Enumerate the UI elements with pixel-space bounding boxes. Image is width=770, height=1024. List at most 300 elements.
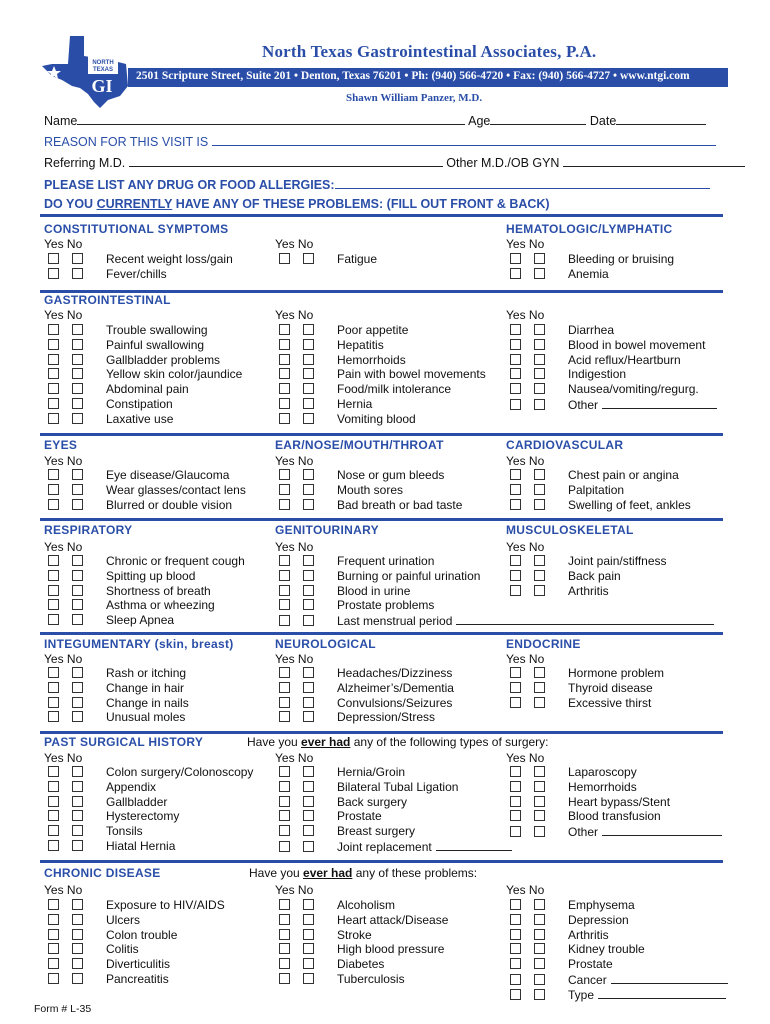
checklist-item: [506, 323, 614, 338]
no-checkbox[interactable]: [303, 929, 314, 940]
section-title: CHRONIC DISEASE: [44, 866, 161, 880]
section-title: NEUROLOGICAL: [275, 637, 376, 651]
no-checkbox[interactable]: [303, 570, 314, 581]
yes-checkbox[interactable]: [510, 253, 521, 264]
yes-checkbox[interactable]: [48, 899, 59, 910]
item-label: Last menstrual period: [337, 614, 453, 629]
date-field[interactable]: [616, 112, 706, 125]
item-label: Colon trouble: [106, 927, 178, 942]
yes-checkbox[interactable]: [48, 697, 59, 708]
yes-checkbox[interactable]: [48, 555, 59, 566]
checklist-item: [275, 468, 444, 483]
checklist-item: [506, 569, 621, 584]
item-label: High blood pressure: [337, 942, 445, 957]
yes-checkbox[interactable]: [510, 914, 521, 925]
practice-title: North Texas Gastrointestinal Associates, P.A.: [262, 42, 597, 61]
logo-text-north: NORTH: [92, 60, 114, 66]
write-in-field[interactable]: [602, 824, 722, 836]
no-checkbox[interactable]: [303, 383, 314, 394]
checklist-item: [44, 795, 167, 810]
section-rule: [40, 518, 723, 521]
yes-checkbox[interactable]: [279, 929, 290, 940]
yes-checkbox[interactable]: [48, 253, 59, 264]
section-title: CARDIOVASCULAR: [506, 438, 624, 452]
yes-no-header: Yes No: [506, 540, 545, 554]
checklist-item: [44, 972, 169, 987]
no-checkbox[interactable]: [534, 766, 545, 777]
write-in-field[interactable]: [602, 397, 717, 409]
yes-checkbox[interactable]: [510, 339, 521, 350]
section-title: EAR/NOSE/MOUTH/THROAT: [275, 438, 444, 452]
checklist-item: [275, 353, 406, 368]
checklist-item: [44, 353, 220, 368]
checklist-item: [506, 913, 629, 928]
checklist-item: [506, 483, 624, 498]
no-checkbox[interactable]: [534, 958, 545, 969]
no-checkbox[interactable]: [534, 354, 545, 365]
yes-checkbox[interactable]: [510, 958, 521, 969]
no-checkbox[interactable]: [534, 469, 545, 480]
no-checkbox[interactable]: [72, 973, 83, 984]
item-label: Appendix: [106, 779, 157, 794]
no-checkbox[interactable]: [534, 383, 545, 394]
no-checkbox[interactable]: [72, 697, 83, 708]
no-checkbox[interactable]: [72, 899, 83, 910]
checklist-item: [44, 809, 179, 824]
yes-checkbox[interactable]: [279, 585, 290, 596]
yes-checkbox[interactable]: [510, 469, 521, 480]
no-checkbox[interactable]: [534, 253, 545, 264]
yes-checkbox[interactable]: [279, 339, 290, 350]
item-label: Colon surgery/Colonoscopy: [106, 765, 254, 779]
checklist-item: [44, 338, 204, 353]
yes-checkbox[interactable]: [510, 974, 521, 985]
no-checkbox[interactable]: [72, 840, 83, 851]
no-checkbox[interactable]: [72, 929, 83, 940]
section-title: EYES: [44, 438, 78, 452]
item-label: Bad breath or bad taste: [337, 497, 463, 512]
no-checkbox[interactable]: [72, 766, 83, 777]
yes-checkbox[interactable]: [279, 899, 290, 910]
no-checkbox[interactable]: [534, 368, 545, 379]
yes-checkbox[interactable]: [279, 469, 290, 480]
write-in-field[interactable]: [436, 839, 512, 851]
yes-checkbox[interactable]: [48, 570, 59, 581]
no-checkbox[interactable]: [72, 570, 83, 581]
yes-checkbox[interactable]: [510, 354, 521, 365]
item-label: Rash or itching: [106, 666, 187, 680]
checklist-item: [506, 498, 691, 513]
yes-checkbox[interactable]: [279, 484, 290, 495]
yes-checkbox[interactable]: [510, 899, 521, 910]
no-checkbox[interactable]: [72, 268, 83, 279]
no-checkbox[interactable]: [72, 368, 83, 379]
write-in-field[interactable]: [456, 613, 714, 625]
item-label: Palpitation: [568, 482, 625, 497]
yes-checkbox[interactable]: [48, 413, 59, 424]
no-checkbox[interactable]: [303, 398, 314, 409]
item-label: Food/milk intolerance: [337, 382, 452, 397]
checklist-item: [275, 613, 714, 628]
yes-checkbox[interactable]: [48, 585, 59, 596]
yes-no-header: Yes No: [44, 237, 83, 251]
item-label: Alzheimer’s/Dementia: [337, 680, 454, 695]
checklist-item: [506, 468, 679, 483]
checklist-item: [275, 483, 403, 498]
other-md-field[interactable]: [563, 154, 745, 167]
yes-checkbox[interactable]: [48, 825, 59, 836]
item-label: Frequent urination: [337, 554, 435, 568]
no-checkbox[interactable]: [303, 615, 314, 626]
no-checkbox[interactable]: [303, 958, 314, 969]
yes-no-header: Yes No: [44, 454, 83, 468]
item-label: Joint replacement: [337, 840, 432, 854]
yes-checkbox[interactable]: [48, 766, 59, 777]
no-checkbox[interactable]: [303, 914, 314, 925]
no-checkbox[interactable]: [72, 398, 83, 409]
yes-checkbox[interactable]: [48, 398, 59, 409]
item-label: Convulsions/Seizures: [337, 695, 453, 710]
yes-checkbox[interactable]: [510, 383, 521, 394]
yes-checkbox[interactable]: [279, 781, 290, 792]
yes-checkbox[interactable]: [510, 570, 521, 581]
item-label: Back surgery: [337, 794, 408, 809]
no-checkbox[interactable]: [534, 781, 545, 792]
checklist-item: [506, 780, 637, 795]
no-checkbox[interactable]: [534, 585, 545, 596]
no-checkbox[interactable]: [534, 682, 545, 693]
no-checkbox[interactable]: [303, 368, 314, 379]
no-checkbox[interactable]: [303, 943, 314, 954]
yes-checkbox[interactable]: [48, 840, 59, 851]
checklist-item: [506, 666, 664, 681]
section-title: ENDOCRINE: [506, 637, 581, 651]
yes-checkbox[interactable]: [279, 711, 290, 722]
no-checkbox[interactable]: [534, 914, 545, 925]
item-label: Pain with bowel movements: [337, 367, 486, 382]
prompt-ever-had: ever had: [303, 866, 353, 880]
item-label: Constipation: [106, 397, 173, 411]
no-checkbox[interactable]: [72, 958, 83, 969]
yes-checkbox[interactable]: [48, 383, 59, 394]
history-prompt: [247, 735, 549, 749]
no-checkbox[interactable]: [303, 697, 314, 708]
no-checkbox[interactable]: [303, 810, 314, 821]
no-checkbox[interactable]: [303, 682, 314, 693]
no-checkbox[interactable]: [534, 667, 545, 678]
checklist-item: [275, 972, 405, 987]
item-label: Other: [568, 398, 599, 412]
item-label: Abdominal pain: [106, 382, 189, 397]
yes-checkbox[interactable]: [48, 499, 59, 510]
no-checkbox[interactable]: [534, 974, 545, 985]
write-in-field[interactable]: [598, 987, 726, 999]
no-checkbox[interactable]: [72, 339, 83, 350]
no-checkbox[interactable]: [303, 484, 314, 495]
no-checkbox[interactable]: [72, 354, 83, 365]
no-checkbox[interactable]: [303, 599, 314, 610]
no-checkbox[interactable]: [534, 929, 545, 940]
yes-checkbox[interactable]: [279, 958, 290, 969]
yes-checkbox[interactable]: [48, 339, 59, 350]
yes-checkbox[interactable]: [48, 667, 59, 678]
checklist-item: [275, 809, 382, 824]
yes-checkbox[interactable]: [48, 796, 59, 807]
item-label: Gallbladder: [106, 794, 168, 809]
no-checkbox[interactable]: [72, 825, 83, 836]
age-field[interactable]: [490, 112, 586, 125]
no-checkbox[interactable]: [303, 899, 314, 910]
yes-checkbox[interactable]: [510, 796, 521, 807]
no-checkbox[interactable]: [303, 324, 314, 335]
item-label: Hernia/Groin: [337, 765, 406, 779]
yes-checkbox[interactable]: [279, 973, 290, 984]
yes-checkbox[interactable]: [279, 324, 290, 335]
item-label: Excessive thirst: [568, 695, 652, 710]
yes-no-header: Yes No: [275, 751, 314, 765]
yes-checkbox[interactable]: [48, 368, 59, 379]
yes-checkbox[interactable]: [510, 697, 521, 708]
yes-checkbox[interactable]: [48, 614, 59, 625]
no-checkbox[interactable]: [72, 253, 83, 264]
referring-field[interactable]: [129, 154, 443, 167]
yes-checkbox[interactable]: [279, 599, 290, 610]
yes-checkbox[interactable]: [510, 484, 521, 495]
yes-checkbox[interactable]: [279, 398, 290, 409]
yes-checkbox[interactable]: [48, 354, 59, 365]
item-label: Emphysema: [568, 898, 635, 912]
yes-checkbox[interactable]: [48, 943, 59, 954]
no-checkbox[interactable]: [303, 354, 314, 365]
no-checkbox[interactable]: [72, 324, 83, 335]
yes-checkbox[interactable]: [510, 555, 521, 566]
no-checkbox[interactable]: [534, 796, 545, 807]
no-checkbox[interactable]: [72, 499, 83, 510]
checklist-item: [275, 382, 451, 397]
yes-checkbox[interactable]: [48, 484, 59, 495]
yes-checkbox[interactable]: [279, 253, 290, 264]
no-checkbox[interactable]: [72, 781, 83, 792]
yes-checkbox[interactable]: [510, 667, 521, 678]
no-checkbox[interactable]: [534, 570, 545, 581]
section-rule: [40, 433, 723, 436]
item-label: Recent weight loss/gain: [106, 252, 233, 266]
section-title: MUSCULOSKELETAL: [506, 523, 634, 537]
yes-checkbox[interactable]: [48, 599, 59, 610]
yes-checkbox[interactable]: [279, 383, 290, 394]
yes-checkbox[interactable]: [48, 810, 59, 821]
item-label: Indigestion: [568, 367, 627, 382]
no-checkbox[interactable]: [72, 667, 83, 678]
no-checkbox[interactable]: [72, 810, 83, 821]
no-checkbox[interactable]: [72, 469, 83, 480]
item-label: Diabetes: [337, 957, 385, 972]
yes-checkbox[interactable]: [279, 354, 290, 365]
checklist-item: [506, 765, 637, 780]
no-checkbox[interactable]: [303, 825, 314, 836]
yes-checkbox[interactable]: [279, 841, 290, 852]
yes-checkbox[interactable]: [279, 570, 290, 581]
no-checkbox[interactable]: [303, 973, 314, 984]
problems-heading: [44, 197, 550, 211]
checklist-item: [275, 554, 434, 569]
item-label: Yellow skin color/jaundice: [106, 367, 243, 382]
no-checkbox[interactable]: [534, 555, 545, 566]
yes-checkbox[interactable]: [279, 499, 290, 510]
no-checkbox[interactable]: [303, 766, 314, 777]
section-rule: [40, 731, 723, 734]
yes-checkbox[interactable]: [510, 943, 521, 954]
yes-checkbox[interactable]: [279, 825, 290, 836]
yes-checkbox[interactable]: [48, 268, 59, 279]
checklist-item: [275, 795, 407, 810]
yes-checkbox[interactable]: [279, 943, 290, 954]
yes-checkbox[interactable]: [510, 268, 521, 279]
yes-checkbox[interactable]: [510, 585, 521, 596]
no-checkbox[interactable]: [303, 667, 314, 678]
section-rule: [40, 632, 723, 635]
yes-no-header: Yes No: [506, 751, 545, 765]
no-checkbox[interactable]: [534, 484, 545, 495]
yes-checkbox[interactable]: [48, 914, 59, 925]
item-label: Poor appetite: [337, 323, 409, 337]
no-checkbox[interactable]: [72, 614, 83, 625]
no-checkbox[interactable]: [303, 555, 314, 566]
item-label: Laxative use: [106, 411, 174, 426]
no-checkbox[interactable]: [72, 914, 83, 925]
no-checkbox[interactable]: [303, 499, 314, 510]
no-checkbox[interactable]: [72, 943, 83, 954]
yes-checkbox[interactable]: [510, 826, 521, 837]
yes-checkbox[interactable]: [510, 989, 521, 1000]
section-title: INTEGUMENTARY (skin, breast): [44, 637, 234, 651]
item-label: Diarrhea: [568, 323, 615, 337]
no-checkbox[interactable]: [534, 324, 545, 335]
no-checkbox[interactable]: [303, 469, 314, 480]
yes-checkbox[interactable]: [279, 368, 290, 379]
checklist-item: [44, 468, 229, 483]
yes-checkbox[interactable]: [279, 914, 290, 925]
practice-address: 2501 Scripture Street, Suite 201 • Denton, Texas 76201 • Ph: (940) 566-4720 • Fax: (940) 566-4727 • www.ntgi.com: [136, 70, 690, 82]
no-checkbox[interactable]: [303, 413, 314, 424]
yes-checkbox[interactable]: [510, 368, 521, 379]
yes-checkbox[interactable]: [510, 499, 521, 510]
yes-checkbox[interactable]: [48, 711, 59, 722]
no-checkbox[interactable]: [534, 810, 545, 821]
name-field[interactable]: [77, 112, 465, 125]
yes-checkbox[interactable]: [48, 958, 59, 969]
yes-checkbox[interactable]: [279, 796, 290, 807]
no-checkbox[interactable]: [72, 413, 83, 424]
no-checkbox[interactable]: [534, 499, 545, 510]
yes-checkbox[interactable]: [48, 929, 59, 940]
item-label: Eye disease/Glaucoma: [106, 468, 230, 482]
yes-checkbox[interactable]: [510, 324, 521, 335]
item-label: Hemorrhoids: [568, 779, 637, 794]
no-checkbox[interactable]: [72, 682, 83, 693]
problems-currently: CURRENTLY: [96, 197, 173, 211]
no-checkbox[interactable]: [534, 826, 545, 837]
checklist-item: [506, 972, 728, 987]
no-checkbox[interactable]: [72, 711, 83, 722]
section-title: GASTROINTESTINAL: [44, 293, 171, 307]
yes-checkbox[interactable]: [279, 810, 290, 821]
yes-checkbox[interactable]: [279, 682, 290, 693]
item-label: Nose or gum bleeds: [337, 468, 445, 482]
write-in-field[interactable]: [611, 972, 728, 984]
item-label: Stroke: [337, 927, 372, 942]
no-checkbox[interactable]: [303, 841, 314, 852]
yes-checkbox[interactable]: [48, 324, 59, 335]
reason-line: [44, 133, 716, 149]
yes-checkbox[interactable]: [510, 810, 521, 821]
yes-checkbox[interactable]: [48, 781, 59, 792]
yes-checkbox[interactable]: [279, 555, 290, 566]
checklist-item: [506, 338, 705, 353]
no-checkbox[interactable]: [72, 383, 83, 394]
yes-checkbox[interactable]: [48, 682, 59, 693]
yes-checkbox[interactable]: [279, 697, 290, 708]
checklist-item: [506, 681, 653, 696]
no-checkbox[interactable]: [303, 339, 314, 350]
yes-checkbox[interactable]: [279, 766, 290, 777]
yes-checkbox[interactable]: [279, 667, 290, 678]
item-label: Nausea/vomiting/regurg.: [568, 382, 699, 397]
item-label: Heart attack/Disease: [337, 912, 449, 927]
item-label: Tuberculosis: [337, 972, 405, 986]
reason-field[interactable]: [212, 133, 716, 146]
no-checkbox[interactable]: [534, 899, 545, 910]
checklist-item: [275, 898, 395, 913]
no-checkbox[interactable]: [534, 989, 545, 1000]
yes-checkbox[interactable]: [48, 469, 59, 480]
name-label: Name: [44, 114, 78, 128]
no-checkbox[interactable]: [534, 268, 545, 279]
problems-pre: DO YOU: [44, 197, 97, 211]
yes-checkbox[interactable]: [510, 766, 521, 777]
yes-checkbox[interactable]: [279, 615, 290, 626]
no-checkbox[interactable]: [534, 697, 545, 708]
no-checkbox[interactable]: [534, 339, 545, 350]
yes-checkbox[interactable]: [48, 973, 59, 984]
no-checkbox[interactable]: [303, 781, 314, 792]
item-label: Change in hair: [106, 680, 185, 695]
no-checkbox[interactable]: [534, 943, 545, 954]
no-checkbox[interactable]: [72, 796, 83, 807]
yes-checkbox[interactable]: [510, 399, 521, 410]
yes-checkbox[interactable]: [510, 781, 521, 792]
yes-checkbox[interactable]: [279, 413, 290, 424]
no-checkbox[interactable]: [72, 555, 83, 566]
no-checkbox[interactable]: [72, 599, 83, 610]
checklist-item: [44, 569, 195, 584]
no-checkbox[interactable]: [72, 484, 83, 495]
allergies-field[interactable]: [335, 176, 710, 189]
yes-checkbox[interactable]: [510, 682, 521, 693]
no-checkbox[interactable]: [534, 399, 545, 410]
item-label: Unusual moles: [106, 710, 186, 725]
no-checkbox[interactable]: [303, 796, 314, 807]
no-checkbox[interactable]: [303, 585, 314, 596]
no-checkbox[interactable]: [72, 585, 83, 596]
checklist-item: [44, 323, 208, 338]
no-checkbox[interactable]: [303, 253, 314, 264]
checklist-item: [506, 397, 717, 412]
yes-checkbox[interactable]: [510, 929, 521, 940]
no-checkbox[interactable]: [303, 711, 314, 722]
checklist-item: [44, 957, 170, 972]
checklist-item: [275, 252, 377, 267]
